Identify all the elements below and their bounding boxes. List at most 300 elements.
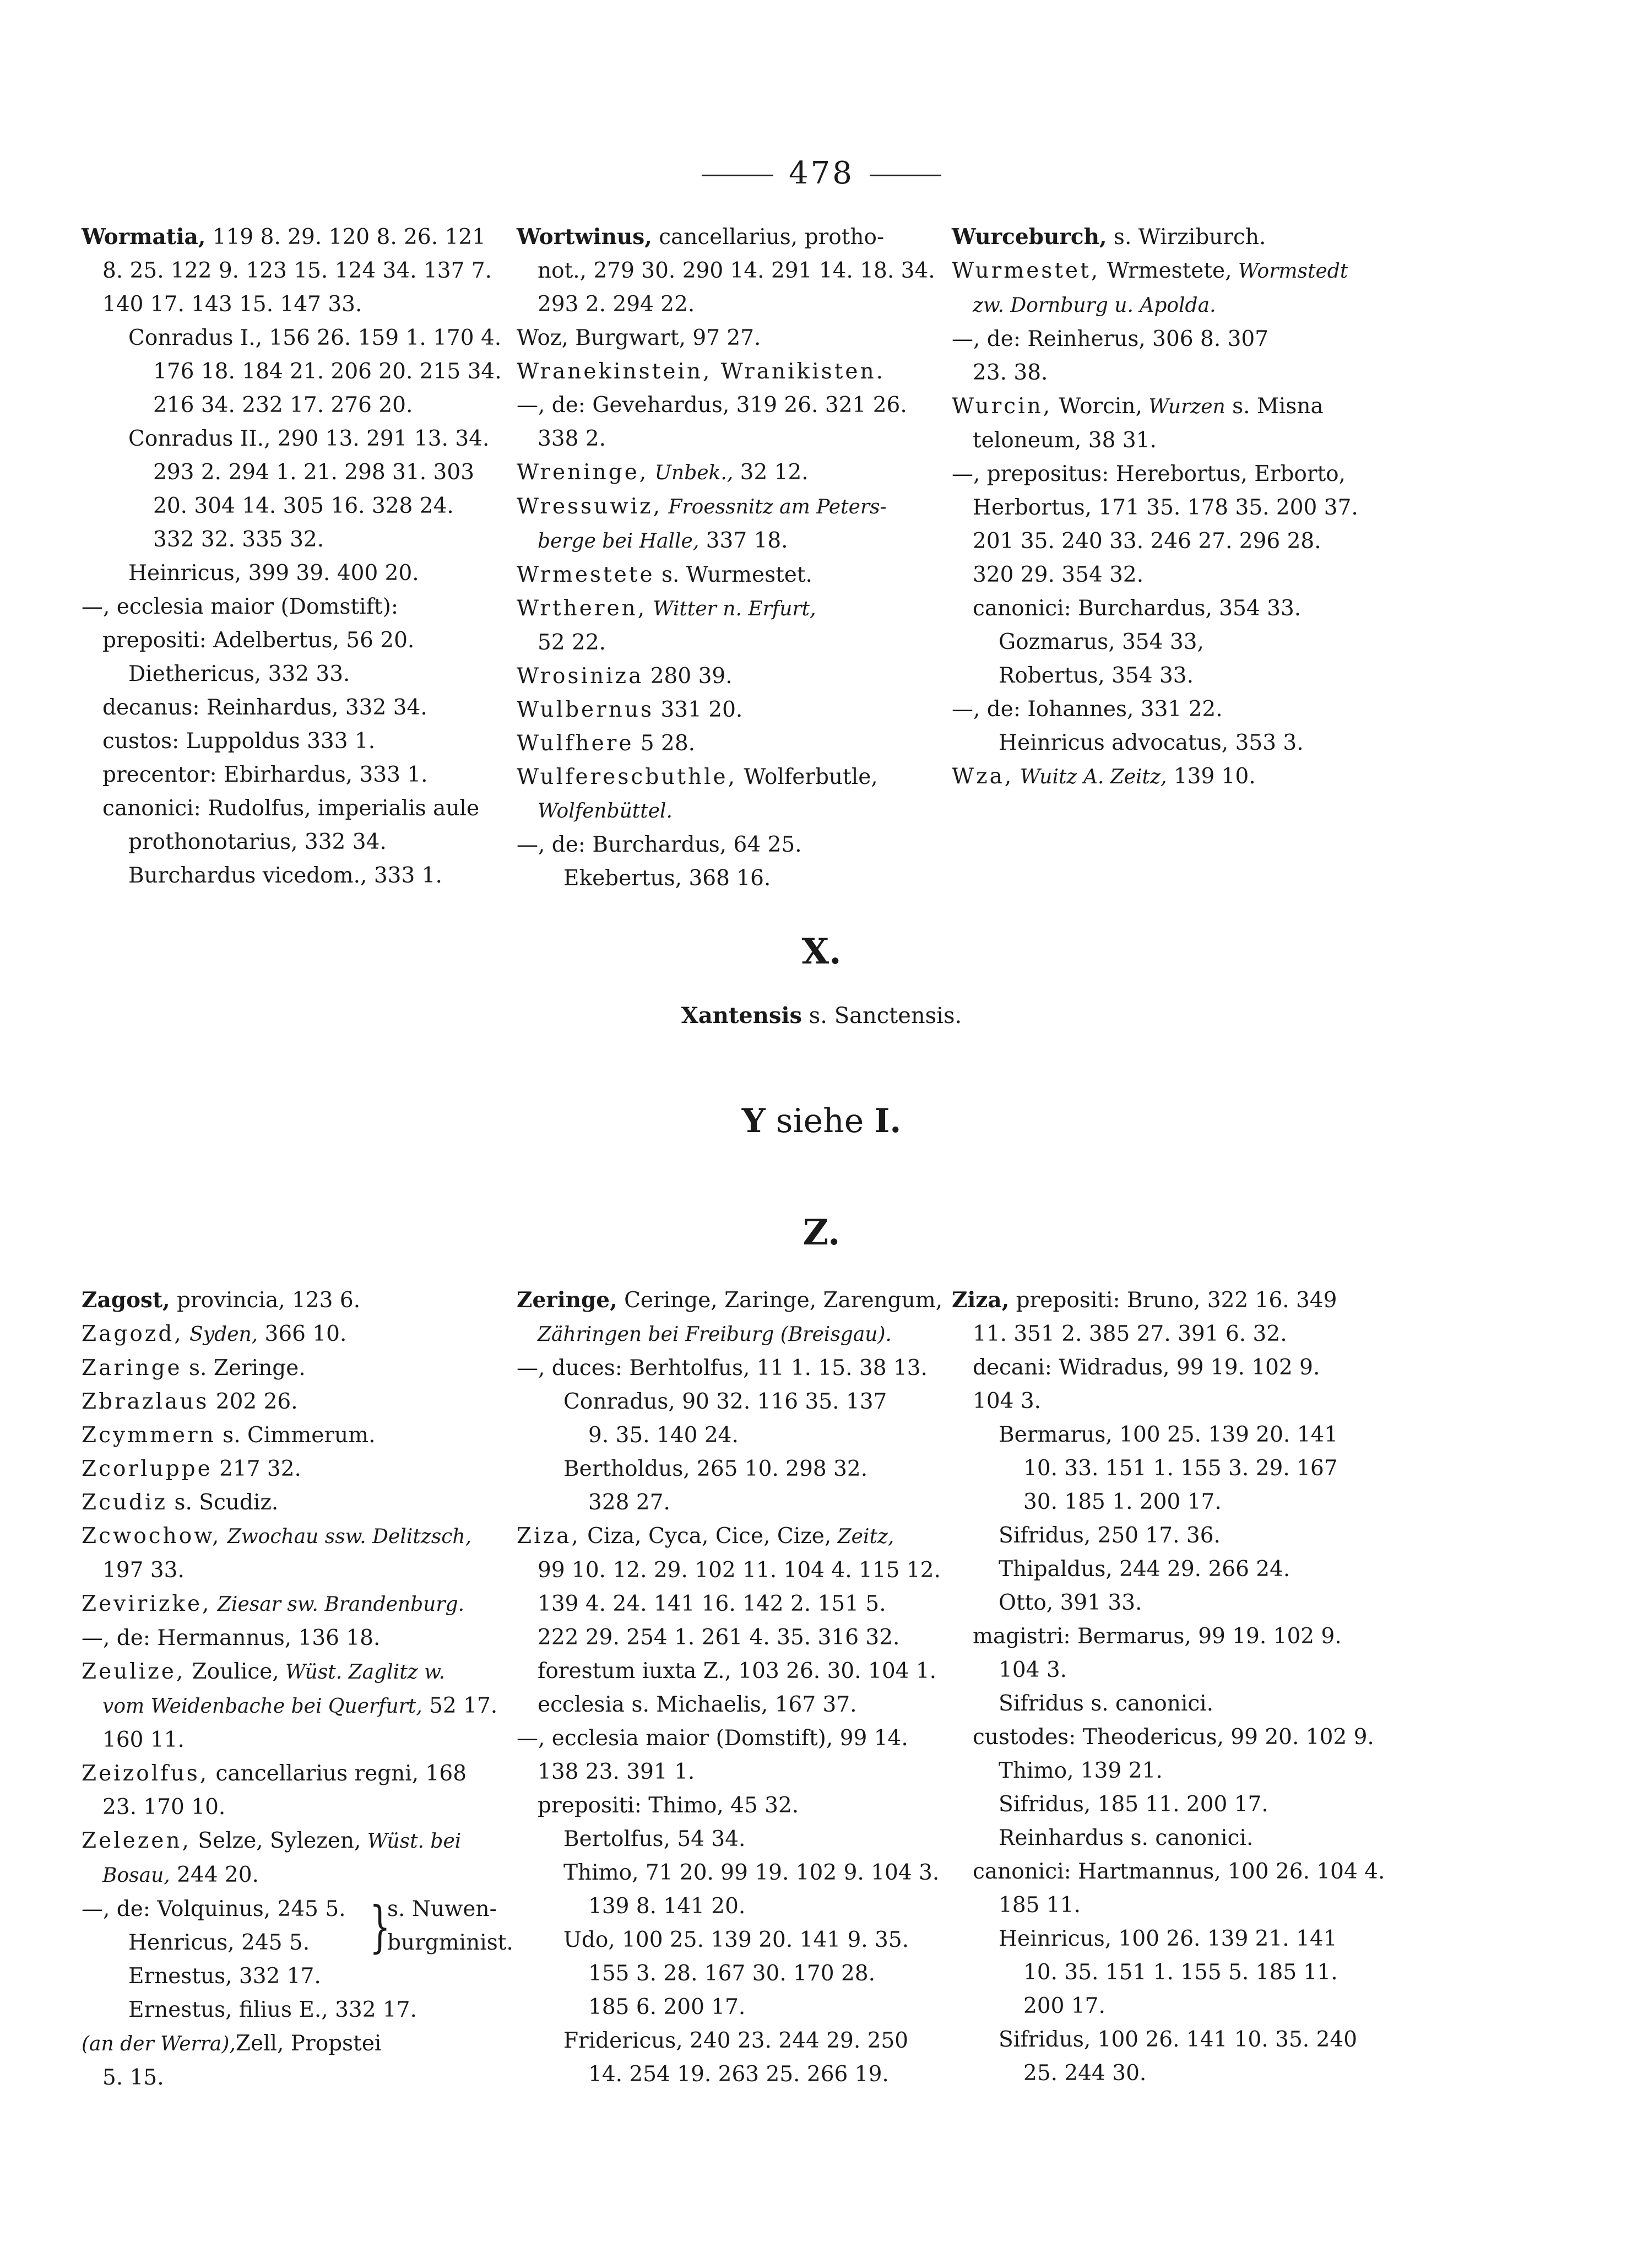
section-y-text: siehe — [765, 1102, 875, 1140]
index-line — [517, 1351, 957, 1385]
entry-text: 5. 15. — [102, 2065, 164, 2090]
section-y-ref: I. — [874, 1102, 902, 1140]
index-line — [952, 389, 1392, 424]
entry-text: Reinhardus s. canonici. — [999, 1826, 1254, 1850]
index-line — [952, 1922, 1392, 1956]
entry-place: Wüst. bei — [361, 1830, 462, 1853]
brace-right-2: burgminist. — [387, 1930, 513, 1955]
entry-text: 280 39. — [643, 664, 733, 689]
entry-text: 30. 185 1. 200 17. — [1023, 1490, 1222, 1514]
index-line — [952, 1384, 1392, 1418]
entry-text: prepositi: Bruno, 322 16. 349 — [1009, 1288, 1337, 1313]
index-line — [82, 556, 533, 590]
entry-text: Herbortus, 171 35. 178 35. 200 37. — [973, 495, 1358, 520]
entry-text: Burchardus vicedom., 333 1. — [128, 863, 442, 888]
entry-head-spaced: Ziza, — [517, 1524, 581, 1549]
index-line — [952, 558, 1392, 592]
entry-text: Sifridus, 250 17. 36. — [999, 1523, 1221, 1548]
index-line — [517, 1722, 957, 1755]
index-line — [82, 1385, 533, 1419]
index-line — [82, 1689, 533, 1723]
index-line — [82, 388, 533, 422]
entry-text: forestum iuxta Z., 103 26. 30. 104 1. — [538, 1659, 937, 1684]
index-line — [952, 1855, 1392, 1888]
entry-text: teloneum, 38 31. — [973, 428, 1157, 453]
index-line — [517, 1519, 957, 1554]
entry-text: prepositi: Thimo, 45 32. — [538, 1793, 799, 1818]
index-line — [82, 2061, 533, 2094]
index-column-bottom-middle — [517, 1284, 957, 2091]
entry-head-spaced: Zagozd, — [82, 1322, 183, 1346]
entry-text: 366 10. — [258, 1322, 347, 1346]
index-line — [82, 1655, 533, 1689]
entry-head-spaced: Zbrazlaus — [82, 1389, 209, 1414]
entry-head-spaced: Wza, — [952, 764, 1014, 789]
entry-place: Wormstedt — [1232, 260, 1348, 283]
entry-head-spaced: Wurmestet, — [952, 258, 1100, 283]
entry-text: 104 3. — [999, 1658, 1067, 1682]
index-line — [82, 624, 533, 657]
entry-head-spaced: Zcwochow, — [82, 1524, 221, 1549]
index-line — [952, 592, 1392, 625]
section-x-entry — [0, 1003, 1643, 1029]
index-line — [82, 1757, 533, 1790]
entry-text: 52 17. — [422, 1693, 498, 1718]
entry-text: 139 8. 141 20. — [588, 1894, 746, 1919]
entry-text: —, duces: Berhtolfus, 11 1. 15. 38 13. — [517, 1356, 928, 1381]
index-line — [517, 1990, 957, 2024]
index-line — [952, 220, 1392, 254]
entry-text: 216 34. 232 17. 276 20. — [153, 393, 413, 418]
page-header — [0, 155, 1643, 191]
index-line — [517, 862, 957, 895]
entry-place: (an der Werra), — [82, 2033, 236, 2055]
entry-text: 331 20. — [654, 697, 743, 722]
entry-text: s. Scudiz. — [167, 1490, 279, 1515]
section-x-heading: X. — [801, 931, 842, 972]
entry-text: cancellarius, protho- — [652, 225, 885, 250]
entry-text: Gozmarus, 354 33, — [999, 630, 1204, 654]
entry-head-spaced: Wressuwiz, — [517, 494, 663, 519]
index-line — [517, 1654, 957, 1688]
index-line — [952, 1720, 1392, 1754]
entry-text: canonici: Hartmannus, 100 26. 104 4. — [973, 1859, 1385, 1884]
index-line — [952, 1788, 1392, 1821]
index-line — [952, 1956, 1392, 1989]
index-line — [952, 1519, 1392, 1552]
entry-head-spaced: Wrtheren, — [517, 596, 647, 621]
index-line — [82, 1486, 533, 1519]
index-line — [82, 355, 533, 388]
entry-text: s. Misna — [1225, 394, 1324, 419]
index-line — [517, 1856, 957, 1890]
index-line — [82, 1587, 533, 1621]
section-y-heading — [0, 1102, 1643, 1140]
brace-line-2: Henricus, 245 5. — [128, 1930, 310, 1955]
index-line — [952, 1754, 1392, 1788]
entry-text: 20. 304 14. 305 16. 328 24. — [153, 494, 454, 518]
entry-head-spaced: Zeizolfus, — [82, 1761, 209, 1786]
entry-text: 328 27. — [588, 1490, 670, 1515]
entry-place: Unbek., — [648, 462, 734, 484]
index-line — [517, 1957, 957, 1990]
index-line — [517, 422, 957, 456]
entry-text: Wolferbutle, — [737, 765, 878, 789]
entry-text: 52 22. — [538, 630, 606, 655]
entry-text: 202 26. — [209, 1389, 298, 1414]
entry-text: Ceringe, Zaringe, Zarengum, — [617, 1288, 943, 1313]
index-line — [952, 692, 1392, 726]
index-line — [517, 355, 957, 388]
entry-text: 185 11. — [999, 1893, 1081, 1918]
index-line — [517, 2024, 957, 2058]
index-line — [82, 288, 533, 321]
entry-text: Worcin, — [1052, 394, 1142, 419]
entry-head-spaced: Wulbernus — [517, 697, 654, 722]
index-line — [82, 657, 533, 691]
index-line — [952, 625, 1392, 659]
index-line — [952, 1620, 1392, 1653]
index-line — [952, 1821, 1392, 1855]
entry-text: Wrmestete, — [1100, 258, 1232, 283]
entry-text: 99 10. 12. 29. 102 11. 104 4. 115 12. — [538, 1558, 941, 1583]
entry-text: Zoulice, — [185, 1659, 279, 1684]
entry-text: 185 6. 200 17. — [588, 1995, 746, 2020]
entry-text: 332 32. 335 32. — [153, 527, 324, 552]
entry-head-spaced: Wrmestete — [517, 562, 655, 587]
entry-text: 139 10. — [1167, 764, 1256, 789]
index-line — [952, 1452, 1392, 1485]
entry-text: 320 29. 354 32. — [973, 562, 1144, 587]
entry-head-spaced: Wulferescbuthle, — [517, 765, 738, 789]
index-line — [517, 1452, 957, 1486]
entry-text: 5 28. — [633, 731, 696, 756]
entry-place: berge bei Halle, — [538, 530, 700, 553]
entry-text: 176 18. 184 21. 206 20. 215 34. — [153, 359, 502, 384]
entry-text: Bertholdus, 265 10. 298 32. — [563, 1457, 868, 1481]
entry-text: 32 12. — [733, 460, 809, 485]
entry-text: Sifridus, 185 11. 200 17. — [999, 1792, 1268, 1817]
brace-line-1: —, de: Volquinus, 245 5. — [82, 1897, 346, 1921]
header-dash-right — [870, 175, 941, 176]
index-line — [82, 1317, 533, 1351]
entry-text: —, prepositus: Herebortus, Erborto, — [952, 462, 1346, 486]
index-line — [517, 254, 957, 288]
index-line — [82, 422, 533, 456]
entry-text: 293 2. 294 22. — [538, 292, 695, 317]
header-dash-left — [702, 175, 773, 176]
index-line — [952, 1284, 1392, 1317]
entry-text: 140 17. 143 15. 147 33. — [102, 292, 362, 317]
index-line — [517, 760, 957, 794]
index-line — [517, 1621, 957, 1654]
entry-text: Thimo, 71 20. 99 19. 102 9. 104 3. — [563, 1860, 940, 1885]
index-line — [517, 220, 957, 254]
index-line — [82, 1723, 533, 1757]
index-line — [82, 321, 533, 355]
index-line — [82, 1790, 533, 1824]
entry-text: 8. 25. 122 9. 123 15. 124 34. 137 7. — [102, 258, 492, 283]
index-line — [952, 1653, 1392, 1687]
entry-text: Bertolfus, 54 34. — [563, 1827, 746, 1852]
index-line — [517, 524, 957, 558]
index-line — [82, 590, 533, 624]
entry-place: Wurzen — [1142, 396, 1226, 418]
entry-head: Wurceburch, — [952, 224, 1107, 250]
index-line — [952, 1485, 1392, 1519]
entry-place: Froessnitz am Peters- — [662, 496, 887, 518]
index-line — [517, 727, 957, 760]
entry-text: 23. 170 10. — [102, 1795, 226, 1820]
entry-text: 337 18. — [699, 528, 788, 553]
index-line — [82, 1892, 533, 1960]
entry-text: 9. 35. 140 24. — [588, 1423, 739, 1448]
entry-text: prothonotarius, 332 34. — [128, 830, 387, 854]
index-line — [517, 1688, 957, 1722]
index-line — [517, 2058, 957, 2091]
index-line — [517, 456, 957, 490]
index-line — [952, 254, 1392, 288]
index-line — [952, 1351, 1392, 1384]
entry-text: Woz, Burgwart, 97 27. — [517, 326, 761, 350]
entry-text: —, de: Hermannus, 136 18. — [82, 1626, 381, 1650]
entry-text: 222 29. 254 1. 261 4. 35. 316 32. — [538, 1625, 900, 1650]
entry-text: custodes: Theodericus, 99 20. 102 9. — [973, 1725, 1374, 1750]
entry-head: Xantensis — [681, 1003, 802, 1029]
index-column-bottom-right — [952, 1284, 1392, 2090]
index-line — [952, 424, 1392, 457]
entry-text: Heinricus, 399 39. 400 20. — [128, 561, 419, 586]
entry-text: 10. 33. 151 1. 155 3. 29. 167 — [1023, 1456, 1338, 1481]
index-line — [952, 1418, 1392, 1452]
entry-text: Sifridus, 100 26. 141 10. 35. 240 — [999, 2027, 1358, 2052]
entry-place: zw. Dornburg u. Apolda. — [973, 294, 1216, 317]
index-line — [952, 457, 1392, 491]
brace-symbol: } — [369, 1894, 391, 1959]
entry-text: 338 2. — [538, 426, 606, 451]
entry-text: decanus: Reinhardus, 332 34. — [102, 695, 427, 720]
entry-text: Heinricus, 100 26. 139 21. 141 — [999, 1926, 1337, 1951]
entry-head: Zeringe, — [517, 1287, 617, 1313]
entry-text: 244 20. — [170, 1863, 259, 1887]
entry-text: s. Wurmestet. — [654, 562, 812, 587]
entry-text: Wranekinstein, Wranikisten. — [517, 359, 886, 384]
entry-place: vom Weidenbache bei Querfurt, — [102, 1695, 422, 1718]
brace-right-1: s. Nuwen- — [387, 1897, 497, 1921]
entry-text: Thimo, 139 21. — [999, 1758, 1163, 1783]
index-line — [517, 794, 957, 828]
index-line — [517, 1587, 957, 1621]
entry-place: Syden, — [183, 1323, 258, 1346]
entry-head: Ziza, — [952, 1287, 1010, 1313]
index-column-top-middle — [517, 220, 957, 895]
index-line — [952, 1687, 1392, 1720]
entry-text: Otto, 391 33. — [999, 1590, 1142, 1615]
index-line — [82, 1960, 533, 1993]
index-line — [82, 1419, 533, 1452]
index-line — [517, 288, 957, 321]
entry-head: Zagost, — [82, 1287, 170, 1313]
index-line — [952, 288, 1392, 322]
entry-text: s. Wirziburch. — [1107, 225, 1266, 250]
index-line — [517, 1385, 957, 1419]
index-line — [517, 592, 957, 626]
entry-head-spaced: Zcymmern — [82, 1423, 216, 1448]
entry-place: Bosau, — [102, 1864, 170, 1887]
entry-place: Zähringen bei Freiburg (Breisgau). — [538, 1323, 892, 1346]
entry-text: 139 4. 24. 141 16. 142 2. 151 5. — [538, 1592, 886, 1616]
entry-head-spaced: Zelezen, — [82, 1828, 191, 1853]
section-z-heading: Z. — [802, 1212, 841, 1253]
entry-text: 14. 254 19. 263 25. 266 19. — [588, 2062, 889, 2087]
entry-text: Ernestus, filius E., 332 17. — [128, 1998, 417, 2022]
entry-text: Ekebertus, 368 16. — [563, 866, 771, 891]
index-line — [517, 1486, 957, 1519]
index-line — [517, 321, 957, 355]
index-line — [517, 490, 957, 524]
entry-head-spaced: Wulfhere — [517, 731, 634, 756]
index-line — [82, 2027, 533, 2061]
page-number: 478 — [789, 155, 854, 191]
entry-text: Ernestus, 332 17. — [128, 1964, 321, 1989]
index-line — [952, 726, 1392, 760]
entry-head-spaced: Wreninge, — [517, 460, 649, 485]
index-line — [952, 491, 1392, 524]
entry-text: Thipaldus, 244 29. 266 24. — [999, 1557, 1290, 1582]
entry-place: Ziesar sw. Brandenburg. — [211, 1593, 465, 1616]
index-line — [82, 489, 533, 523]
entry-text: Udo, 100 25. 139 20. 141 9. 35. — [563, 1928, 909, 1952]
index-line — [82, 1452, 533, 1486]
entry-text: —, ecclesia maior (Domstift), 99 14. — [517, 1726, 908, 1751]
entry-text: Heinricus advocatus, 353 3. — [999, 730, 1304, 755]
entry-text: 160 11. — [102, 1728, 185, 1752]
entry-text: Conradus, 90 32. 116 35. 137 — [563, 1389, 887, 1414]
entry-text: —, ecclesia maior (Domstift): — [82, 594, 399, 619]
index-line — [82, 859, 533, 892]
index-line — [82, 724, 533, 758]
entry-text: —, de: Burchardus, 64 25. — [517, 832, 802, 857]
entry-text: Fridericus, 240 23. 244 29. 250 — [563, 2028, 909, 2053]
index-line — [82, 254, 533, 288]
entry-place: Witter n. Erfurt, — [647, 598, 816, 620]
entry-text: Robertus, 354 33. — [999, 663, 1194, 688]
index-line — [952, 659, 1392, 692]
entry-text: Diethericus, 332 33. — [128, 662, 350, 686]
index-column-top-right — [952, 220, 1392, 794]
entry-head: Wortwinus, — [517, 224, 652, 250]
index-line — [517, 1822, 957, 1856]
index-line — [952, 322, 1392, 356]
index-line — [952, 1317, 1392, 1351]
entry-text: magistri: Bermarus, 99 19. 102 9. — [973, 1624, 1342, 1649]
entry-text: s. Cimmerum. — [215, 1423, 376, 1448]
index-line — [517, 693, 957, 727]
entry-text: Bermarus, 100 25. 139 20. 141 — [999, 1422, 1338, 1447]
index-line — [517, 1890, 957, 1923]
entry-text: —, de: Gevehardus, 319 26. 321 26. — [517, 393, 907, 418]
entry-text: 25. 244 30. — [1023, 2061, 1147, 2086]
index-line — [82, 691, 533, 724]
entry-place: Wuitz A. Zeitz, — [1013, 766, 1167, 788]
entry-head-spaced: Wurcin, — [952, 394, 1053, 419]
entry-text: 10. 35. 151 1. 155 5. 185 11. — [1023, 1960, 1338, 1985]
entry-text: canonici: Rudolfus, imperialis aule — [102, 796, 480, 821]
index-line — [517, 1923, 957, 1957]
index-line — [82, 456, 533, 489]
index-line — [517, 1419, 957, 1452]
index-line — [952, 1888, 1392, 1922]
index-line — [517, 388, 957, 422]
index-line — [82, 220, 533, 254]
entry-text: Ciza, Cyca, Cice, Cize, — [580, 1524, 832, 1549]
index-line — [952, 1586, 1392, 1620]
entry-text: —, de: Reinherus, 306 8. 307 — [952, 327, 1269, 351]
entry-text: Conradus II., 290 13. 291 13. 34. — [128, 426, 490, 451]
index-line — [952, 1989, 1392, 2023]
entry-text: provincia, 123 6. — [170, 1288, 361, 1313]
entry-text: 201 35. 240 33. 246 27. 296 28. — [973, 529, 1321, 554]
entry-place: Wolfenbüttel. — [538, 800, 673, 822]
index-line — [952, 524, 1392, 558]
index-line — [517, 1755, 957, 1789]
entry-text: ecclesia s. Michaelis, 167 37. — [538, 1692, 857, 1717]
entry-head-spaced: Zeulize, — [82, 1659, 186, 1684]
entry-place: Zwochau ssw. Delitzsch, — [221, 1525, 472, 1548]
index-column-top-left — [82, 220, 533, 892]
entry-text: prepositi: Adelbertus, 56 20. — [102, 628, 415, 653]
index-line — [517, 626, 957, 659]
entry-text: 119 8. 29. 120 8. 26. 121 — [205, 225, 486, 250]
index-column-bottom-left — [82, 1284, 533, 2094]
index-line — [952, 2023, 1392, 2056]
entry-head-spaced: Zcudiz — [82, 1490, 168, 1515]
entry-text: 200 17. — [1023, 1994, 1105, 2018]
entry-text: 217 32. — [212, 1457, 301, 1481]
index-line — [82, 1284, 533, 1317]
index-line — [82, 758, 533, 792]
entry-text: not., 279 30. 290 14. 291 14. 18. 34. — [538, 258, 935, 283]
index-line — [517, 1284, 957, 1317]
index-line — [82, 1554, 533, 1587]
entry-text: s. Zeringe. — [182, 1356, 306, 1381]
entry-text: cancellarius regni, 168 — [209, 1761, 467, 1786]
entry-text: custos: Luppoldus 333 1. — [102, 729, 376, 754]
entry-text: Selze, Sylezen, — [191, 1828, 361, 1853]
entry-text: canonici: Burchardus, 354 33. — [973, 596, 1302, 621]
entry-text: 23. 38. — [973, 360, 1048, 385]
index-line — [952, 2056, 1392, 2090]
index-line — [82, 1519, 533, 1554]
index-line — [517, 659, 957, 693]
index-line — [82, 1858, 533, 1892]
index-line — [517, 558, 957, 592]
index-line — [517, 1554, 957, 1587]
index-line — [517, 1317, 957, 1351]
entry-text: 104 3. — [973, 1389, 1042, 1414]
entry-text: decani: Widradus, 99 19. 102 9. — [973, 1355, 1320, 1380]
entry-head-spaced: Wrosiniza — [517, 664, 644, 689]
index-line — [517, 828, 957, 862]
entry-head-spaced: Zevirizke, — [82, 1592, 212, 1616]
entry-text: 155 3. 28. 167 30. 170 28. — [588, 1961, 875, 1986]
entry-text: 293 2. 294 1. 21. 298 31. 303 — [153, 460, 475, 485]
index-line — [952, 356, 1392, 389]
index-line — [82, 1824, 533, 1858]
entry-text: 11. 351 2. 385 27. 391 6. 32. — [973, 1322, 1287, 1346]
entry-place: Wüst. Zaglitz w. — [279, 1661, 446, 1684]
entry-text: Zell, Propstei — [235, 2031, 382, 2056]
